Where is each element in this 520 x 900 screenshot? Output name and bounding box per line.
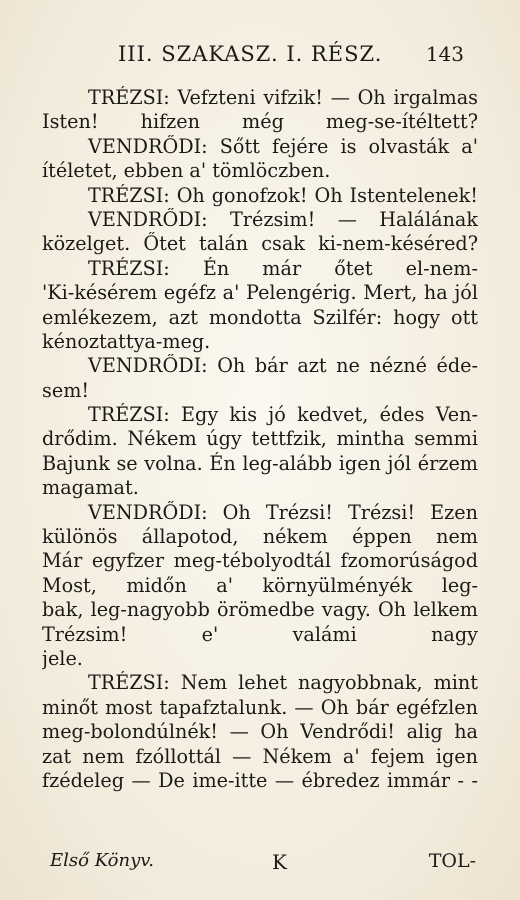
- text-line: közelget. Őtet talán csak ki-nem-késéred?: [42, 232, 478, 256]
- text-line: jele.: [42, 646, 83, 670]
- signature-mark: K: [272, 850, 287, 874]
- text-line: sem!: [42, 378, 90, 402]
- text-line: TRÉZSI: Egy kis jó kedvet, édes Ven-: [88, 403, 478, 427]
- text-line: TRÉZSI: Én már őtet el-nem-: [88, 256, 478, 280]
- text-line: drődim. Nékem úgy tettfzik, mintha semmi: [42, 427, 478, 451]
- text-line: VENDRŐDI: Sőtt fejére is olvasták a': [88, 134, 478, 158]
- text-line: minőt most tapafztalunk. — Oh bár egéfzlen: [42, 695, 478, 719]
- text-line: VENDRŐDI: Trézsim! — Halálának: [88, 207, 478, 231]
- page-header: [118, 42, 464, 66]
- text-line: Bajunk se volna. Én leg-alább igen jól érzem: [42, 451, 478, 475]
- text-line: TRÉZSI: Oh gonofzok! Oh Istentelenek!: [88, 183, 478, 207]
- text-line: magamat.: [42, 476, 139, 500]
- text-line: különös állapotod, nékem éppen nem: [42, 525, 478, 549]
- text-line: VENDRŐDI: Oh bár azt ne nézné éde-: [88, 354, 478, 378]
- text-line: VENDRŐDI: Oh Trézsi! Trézsi! Ezen: [88, 500, 478, 524]
- text-line: fzédeleg — De ime-itte — ébredez immár - -: [42, 768, 478, 792]
- text-line: TRÉZSI: Nem lehet nagyobbnak, mint: [88, 671, 478, 695]
- text-line: 'Ki-késérem egéfz a' Pelengérig. Mert, ha jól: [42, 281, 478, 305]
- text-line: bak, leg-nagyobb örömedbe vagy. Oh lelkem: [42, 598, 478, 622]
- text-line: emlékezem, azt mondotta Szilfér: hogy ott: [42, 305, 478, 329]
- text-line: ítéletet, ebben a' tömlöczben.: [42, 159, 331, 183]
- text-line: zat nem fzóllottál — Nékem a' fejem igen: [42, 744, 478, 768]
- running-title: III. SZAKASZ. I. RÉSZ.: [118, 42, 383, 66]
- signature-title: Első Könyv.: [50, 850, 155, 871]
- page-body-text: [42, 86, 478, 793]
- text-line: Trézsim! e' valámi nagy: [42, 622, 478, 646]
- page-number: 143: [425, 42, 464, 66]
- text-line: Most, midőn a' környülményék leg-: [42, 573, 478, 597]
- catchword: TOL-: [428, 850, 476, 872]
- text-line: kénoztattya-meg.: [42, 329, 211, 353]
- text-line: meg-bolondúlnék! — Oh Vendrődi! alig ha: [42, 720, 478, 744]
- text-line: Már egyfzer meg-tébolyodtál fzomorúságod: [42, 549, 478, 573]
- text-line: Isten! hifzen még meg-se-ítéltett?: [42, 110, 478, 134]
- page-footer: [50, 850, 480, 880]
- text-line: TRÉZSI: Vefzteni vifzik! — Oh irgalmas: [88, 86, 478, 109]
